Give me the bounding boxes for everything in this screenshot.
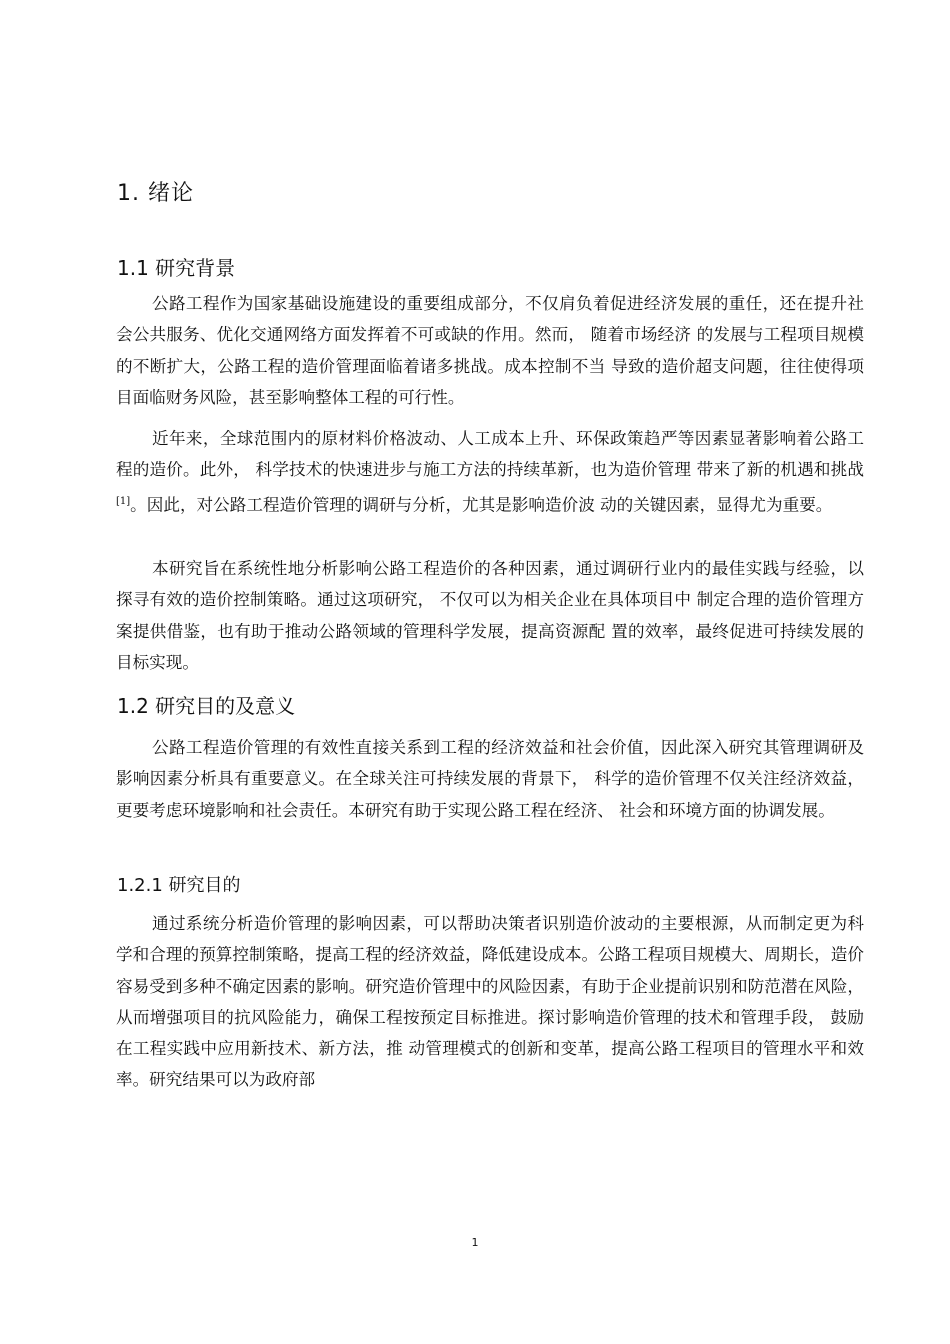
paragraph-background-1: 公路工程作为国家基础设施建设的重要组成部分，不仅肩负着促进经济发展的重任，还在提升社会公共服务、优化交通网络方面发挥着不可或缺的作用。然而， 随着市场经济 的发展与工程项目规模的不断扩大，公路工程的造价管理面临着诸多挑战。成本控制不当 导致的造价超支问题，往往使得项目面临财务风险，甚至影响整体工程的可行性。 bbox=[116, 294, 864, 407]
paragraph-background-3: 本研究旨在系统性地分析影响公路工程造价的各种因素，通过调研行业内的最佳实践与经验，以探寻有效的造价控制策略。通过这项研究， 不仅可以为相关企业在具体项目中 制定合理的造价管理方案提供借鉴，也有助于推动公路领域的管理科学发展，提高资源配 置的效率，最终促进可持续发展的目标实现。 bbox=[116, 559, 864, 672]
section-heading-1-2-1: 1.2.1 研究目的 bbox=[117, 875, 241, 896]
section-heading-1-1: 1.1 研究背景 bbox=[117, 256, 236, 280]
paragraph-background-2-tail: 。因此，对公路工程造价管理的调研与分析，尤其是影响造价波 动的关键因素，显得尤为重要。 bbox=[130, 495, 833, 515]
paragraph-background-2-text: 近年来，全球范围内的原材料价格波动、人工成本上升、环保政策趋严等因素显著影响着公路工程的造价。此外， 科学技术的快速进步与施工方法的持续革新，也为造价管理 带来了新的机遇和挑战 bbox=[116, 429, 864, 480]
paragraph-purpose-significance: 公路工程造价管理的有效性直接关系到工程的经济效益和社会价值，因此深入研究其管理调研及影响因素分析具有重要意义。在全球关注可持续发展的背景下， 科学的造价管理不仅关注经济效益，更要考虑环境影响和社会责任。本研究有助于实现公路工程在经济、 社会和环境方面的协调发展。 bbox=[116, 738, 864, 820]
section-heading-1-2: 1.2 研究目的及意义 bbox=[117, 694, 296, 718]
page-number: 1 bbox=[471, 1236, 479, 1249]
paragraph-research-purpose: 通过系统分析造价管理的影响因素，可以帮助决策者识别造价波动的主要根源，从而制定更为科学和合理的预算控制策略，提高工程的经济效益，降低建设成本。公路工程项目规模大、周期长，造价容易受到多种不确定因素的影响。研究造价管理中的风险因素，有助于企业提前识别和防范潜在风险，从而增强项目的抗风险能力，确保工程按预定目标推进。探讨影响造价管理的技术和管理手段， 鼓励在工程实践中应用新技术、新方法，推 动管理模式的创新和变革，提高公路工程项目的管理水平和效率。研究结果可以为政府部 bbox=[116, 914, 864, 1090]
citation-marker: [1] bbox=[116, 495, 131, 507]
paragraph-background-2 bbox=[116, 423, 864, 520]
chapter-title: 1. 绪论 bbox=[117, 181, 194, 206]
